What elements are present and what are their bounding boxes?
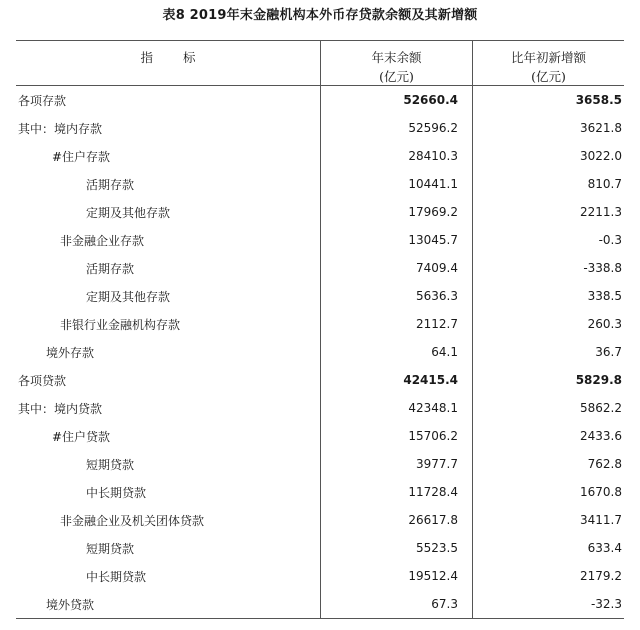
- row-year-end-balance: 42415.4: [320, 366, 472, 394]
- row-new-increase: 2433.6: [472, 422, 624, 450]
- row-new-increase: 2179.2: [472, 562, 624, 590]
- table-row: [16, 254, 624, 282]
- row-year-end-balance: 28410.3: [320, 142, 472, 170]
- table-header: [16, 41, 624, 86]
- row-new-increase: 633.4: [472, 534, 624, 562]
- row-new-increase: 3022.0: [472, 142, 624, 170]
- row-new-increase: 3411.7: [472, 506, 624, 534]
- table-row: [16, 394, 624, 422]
- row-new-increase: -0.3: [472, 226, 624, 254]
- row-label: 其中：境内贷款: [18, 401, 103, 416]
- table-row: [16, 170, 624, 198]
- row-label: #住户贷款: [52, 429, 111, 444]
- row-year-end-balance: 26617.8: [320, 506, 472, 534]
- row-year-end-balance: 13045.7: [320, 226, 472, 254]
- row-year-end-balance: 11728.4: [320, 478, 472, 506]
- row-label: 各项存款: [18, 93, 67, 108]
- table-row: [16, 562, 624, 590]
- data-table: [16, 40, 624, 619]
- row-label: 境外贷款: [46, 597, 95, 612]
- table-row: [16, 198, 624, 226]
- table-row: [16, 478, 624, 506]
- row-year-end-balance: 17969.2: [320, 198, 472, 226]
- row-label: 非金融企业及机关团体贷款: [60, 513, 205, 528]
- header-new-increase-unit: (亿元): [531, 69, 566, 84]
- table-row: [16, 142, 624, 170]
- row-new-increase: -338.8: [472, 254, 624, 282]
- row-new-increase: 762.8: [472, 450, 624, 478]
- row-label: 短期贷款: [86, 541, 135, 556]
- row-year-end-balance: 52660.4: [320, 86, 472, 114]
- table-row: [16, 226, 624, 254]
- row-new-increase: 3658.5: [472, 86, 624, 114]
- table-row: [16, 86, 624, 114]
- row-label: 境外存款: [46, 345, 95, 360]
- row-new-increase: 2211.3: [472, 198, 624, 226]
- row-new-increase: 3621.8: [472, 114, 624, 142]
- table-row: [16, 282, 624, 310]
- row-new-increase: 5862.2: [472, 394, 624, 422]
- table-row: [16, 450, 624, 478]
- row-label: 中长期贷款: [86, 569, 147, 584]
- row-new-increase: 1670.8: [472, 478, 624, 506]
- row-year-end-balance: 52596.2: [320, 114, 472, 142]
- row-year-end-balance: 5636.3: [320, 282, 472, 310]
- header-new-increase-label: 比年初新增额: [510, 50, 586, 65]
- row-year-end-balance: 2112.7: [320, 310, 472, 338]
- row-year-end-balance: 42348.1: [320, 394, 472, 422]
- header-new-increase: [472, 41, 624, 85]
- row-new-increase: 260.3: [472, 310, 624, 338]
- row-label: 短期贷款: [86, 457, 135, 472]
- row-year-end-balance: 7409.4: [320, 254, 472, 282]
- row-year-end-balance: 67.3: [320, 590, 472, 618]
- row-label: 定期及其他存款: [86, 205, 171, 220]
- row-new-increase: 810.7: [472, 170, 624, 198]
- header-year-end-balance: [320, 41, 472, 85]
- row-label: #住户存款: [52, 149, 111, 164]
- header-year-end-balance-label: 年末余额: [371, 50, 422, 65]
- table-row: [16, 338, 624, 366]
- row-new-increase: -32.3: [472, 590, 624, 618]
- row-year-end-balance: 5523.5: [320, 534, 472, 562]
- row-label: 活期存款: [86, 261, 135, 276]
- table-row: [16, 590, 624, 618]
- row-label: 中长期贷款: [86, 485, 147, 500]
- table-row: [16, 534, 624, 562]
- row-label: 非金融企业存款: [60, 233, 145, 248]
- table-row: [16, 114, 624, 142]
- row-new-increase: 36.7: [472, 338, 624, 366]
- row-new-increase: 338.5: [472, 282, 624, 310]
- row-year-end-balance: 64.1: [320, 338, 472, 366]
- row-label: 各项贷款: [18, 373, 67, 388]
- header-year-end-balance-unit: (亿元): [379, 69, 414, 84]
- row-year-end-balance: 3977.7: [320, 450, 472, 478]
- row-label: 活期存款: [86, 177, 135, 192]
- table-row: [16, 422, 624, 450]
- row-label: 非银行业金融机构存款: [60, 317, 181, 332]
- table-row: [16, 366, 624, 394]
- table-row: [16, 506, 624, 534]
- table-title: 表8 2019年末金融机构本外币存贷款余额及其新增额: [162, 8, 478, 23]
- row-year-end-balance: 15706.2: [320, 422, 472, 450]
- row-year-end-balance: 10441.1: [320, 170, 472, 198]
- row-new-increase: 5829.8: [472, 366, 624, 394]
- row-label: 其中：境内存款: [18, 121, 103, 136]
- table-row: [16, 310, 624, 338]
- header-indicator: 指标: [140, 50, 226, 65]
- row-label: 定期及其他存款: [86, 289, 171, 304]
- row-year-end-balance: 19512.4: [320, 562, 472, 590]
